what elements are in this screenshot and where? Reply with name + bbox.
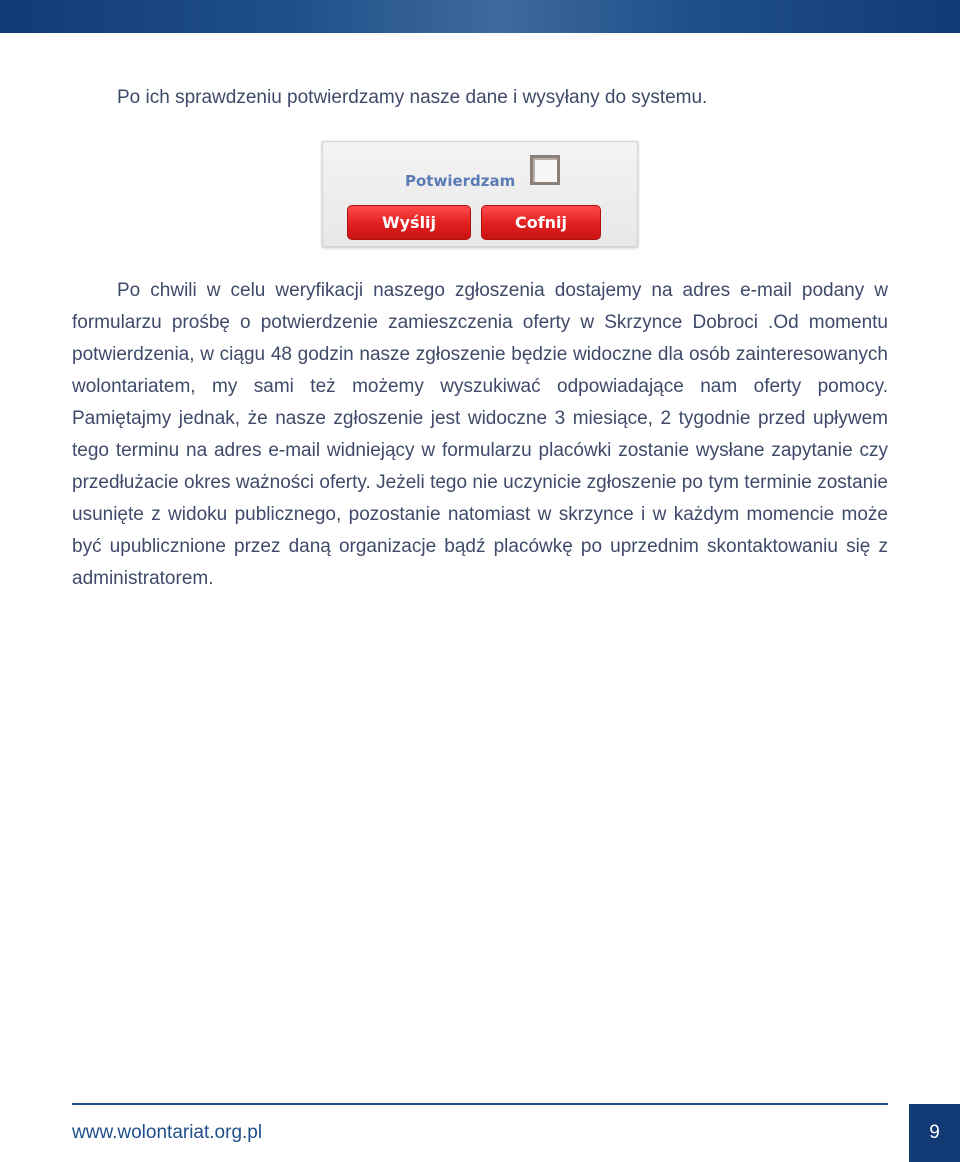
confirm-label: Potwierdzam <box>405 172 516 190</box>
footer-website-link[interactable]: www.wolontariat.org.pl <box>72 1122 263 1143</box>
intro-paragraph: Po ich sprawdzeniu potwierdzamy nasze dane i wysyłany do systemu. <box>117 87 708 108</box>
send-button[interactable]: Wyślij <box>347 205 471 240</box>
form-screenshot <box>322 141 638 247</box>
confirm-checkbox[interactable] <box>530 155 560 185</box>
header-bar <box>0 0 960 33</box>
body-paragraph: Po chwili w celu weryfikacji naszego zgłoszenia dostajemy na adres e-mail podany w formularzu prośbę o potwierdzenie zamieszczenia oferty w Skrzynce Dobroci .Od momentu potwierdzenia, w ciągu 48 godzin nasze zgłoszenie będzie widoczne dla osób zainteresowanych wolontariatem, my sami też możemy wyszukiwać odpowiadające nam oferty pomocy. Pamiętajmy jednak, że nasze zgłoszenie jest widoczne 3 miesiące, 2 tygodnie przed upływem tego terminu na adres e-mail widniejący w formularzu placówki zostanie wysłane zapytanie czy przedłużacie okres ważności oferty. Jeżeli tego nie uczynicie zgłoszenie po tym terminie zostanie usunięte z widoku publicznego, pozostanie natomiast w skrzynce i w każdym momencie może być upublicznione przez daną organizacje bądź placówkę po uprzednim skontaktowaniu się z administratorem. <box>72 280 888 589</box>
footer-divider <box>72 1103 888 1105</box>
back-button[interactable]: Cofnij <box>481 205 601 240</box>
page-number: 9 <box>909 1104 960 1162</box>
